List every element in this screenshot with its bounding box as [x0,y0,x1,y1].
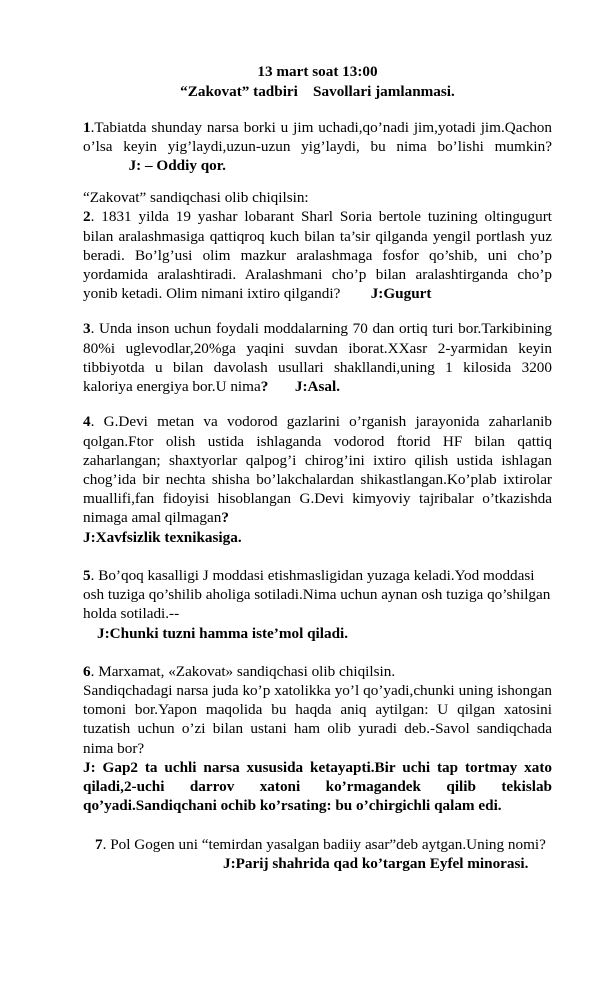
spacer [83,643,552,662]
question-1-number: 1 [83,118,91,136]
spacer [83,816,552,835]
question-3-number: 3 [83,320,91,338]
question-4 [83,412,552,527]
question-3-body-tail: ? [260,378,269,396]
question-2-answer: J:Gugurt [370,285,432,303]
question-5-number: 5 [83,566,91,584]
question-1 [83,118,552,176]
question-7 [83,835,552,854]
question-3-body: Unda inson uchun foydali moddalarning 70 dan ortiq turi bor.Tarkibining 80%i uglevodlar,20%ga yaqini suvdan iborat.XXasr 2-yarmidan keyin tibbiyotda u bilan davolash usullari shakllandi,uning 1 kilosida 3200 kaloriya energiya bor.U nima [83,320,552,396]
question-4-answer: J:Xavfsizlik texnikasiga. [83,528,242,546]
question-4-number-suffix: . [90,413,95,431]
question-4-number: 4 [83,413,91,431]
question-3-number-suffix: . [90,320,95,338]
spacer [83,175,552,188]
question-6-number: 6 [83,662,91,680]
question-7-answer: J:Parij shahrida qad ko’targan Eyfel minorasi. [223,854,529,872]
question-5-answer: J:Chunki tuzni hamma iste’mol qiladi. [97,624,349,642]
question-7-body: Pol Gogen uni “temirdan yasalgan badiiy asar”deb aytgan.Uning nomi? [106,835,546,853]
question-3-answer: J:Asal. [294,378,341,396]
question-4-body-tail: ? [221,509,229,527]
question-4-body: G.Devi metan va vodorod gazlarini o’rganish jarayonida zaharlanib qolgan.Ftor olish ustida ishlaganda vodorod ftorid HF bilan qattiq zaharlangan; shaxtyorlar qalpog’i chirog’ini ixtiro qilish ustida ishlagan chog’ida bir nechta shisha bo’lakchalardan shikastlangan.Ko’plab ixtirolar muallifi,fan fidoyisi hisoblangan G.Devi kimyoviy tajribalar o’tkazishda nimaga amal qilmagan [83,413,552,527]
spacer [83,547,552,566]
question-3-answer-gap [268,378,295,395]
question-7-number-suffix: . [102,835,107,853]
question-6-intro [83,662,552,681]
question-5-number-suffix: . [90,566,95,584]
question-2-body: 1831 yilda 19 yashar lobarant Sharl Soria bertole tuzining oltingugurt bilan aralashmasiga qattiqroq kuch bilan ta’sir qilganda yengil portlash yuz beradi. Bo’lg’usi olim mazkur aralashmaga fosfor qo’shib, uni cho’p yordamida aralashtiradi. Aralashmani cho’p bilan aralashtirganda cho’p yonib ketadi. Olim nimani ixtiro qilgandi? [83,208,552,303]
question-2-number: 2 [83,208,91,226]
question-2-answer-gap [340,285,370,302]
question-1-body: Tabiatda shunday narsa borki u jim uchadi,qo’nadi jim,yotadi jim.Qachon o’lsa keyin yig’laydi,uzun-uzun yig’laydi, bu nima bo’lishi mumkin? [83,118,552,155]
question-3 [83,319,552,396]
question-6-body: Sandiqchadagi narsa juda ko’p xatolikka yo’l qo’yadi,chunki uning ishongan tomoni bor.Yapon maqolida bu haqda aniq aytilgan: U qilgan xatosini tuzatish uchun o’zi bilan ustani ham olib yuradi deb.-Savol sandiqchada nima bor? [83,681,552,757]
question-7-number: 7 [95,835,103,853]
question-1-number-suffix: . [90,118,95,136]
question-6-answer: J: Gap2 ta uchli narsa xususida ketayapti.Bir uchi tap tortmay xato qiladi,2-uchi darrov xatoni ko’rmagandek qilib tekislab qo’yadi.Sandiqchani ochib ko’rsating: bu o’chirgichli qalam edi. [83,758,552,815]
question-1-answer-text: J: – Oddiy qor. [128,156,226,174]
question-2-number-suffix: . [90,208,95,226]
spacer [83,396,552,412]
question-1-answer [83,157,129,174]
sandiqcha-note-1: “Zakovat” sandiqchasi olib chiqilsin: [83,189,309,207]
spacer [83,102,552,118]
question-6-number-suffix: . [90,662,95,680]
question-6-intro-text: Marxamat, «Zakovat» sandiqchasi olib chiqilsin. [94,662,396,680]
question-2 [83,207,552,303]
spacer [83,303,552,319]
document-title-line-1: 13 mart soat 13:00 [257,63,378,80]
question-5 [83,566,552,624]
document-title-line-2: “Zakovat” tadbiri Savollari jamlanmasi. [180,82,455,100]
document-body [83,62,552,873]
question-5-body: Bo’qoq kasalligi J moddasi etishmasligidan yuzaga keladi.Yod moddasi osh tuziga qo’shilib aholiga sotiladi.Nima uchun aynan osh tuziga qo’shilgan holda sotiladi.-- [83,566,551,623]
